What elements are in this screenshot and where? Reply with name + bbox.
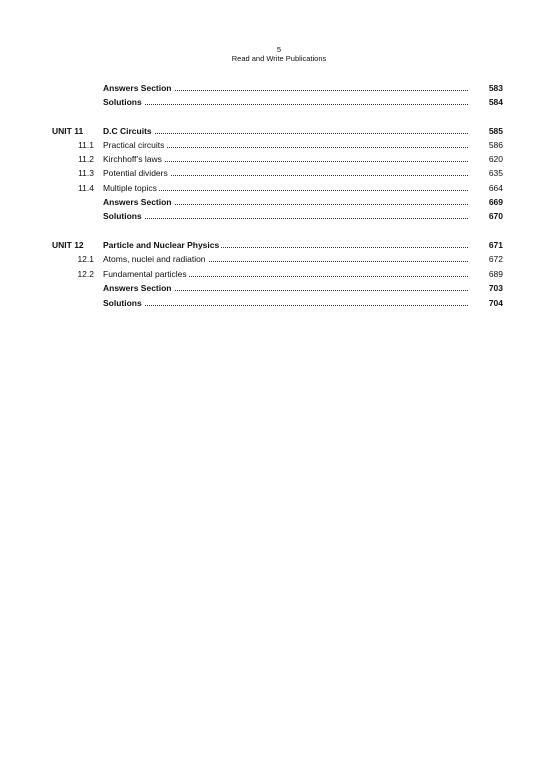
- toc-entry-number: 11.1: [78, 140, 94, 150]
- toc-entry-title: Atoms, nuclei and radiation: [103, 254, 206, 264]
- toc-entry-11-3[interactable]: [0, 167, 558, 179]
- toc-entry-solutions[interactable]: [0, 96, 558, 108]
- toc-entry-page: 671: [488, 240, 503, 250]
- toc-entry-page: 672: [488, 254, 503, 264]
- toc-entry-answers-section[interactable]: [0, 82, 558, 94]
- toc-entry-12-2[interactable]: [0, 268, 558, 280]
- toc-entry-unit-11[interactable]: [0, 125, 558, 137]
- toc-entry-page: 583: [488, 83, 503, 93]
- toc-dot-leader: [103, 104, 468, 105]
- toc-entry-number: 11.2: [78, 154, 94, 164]
- toc-dot-leader: [103, 305, 468, 306]
- toc-dot-leader: [103, 218, 468, 219]
- toc-entry-page: 670: [488, 211, 503, 221]
- toc-entry-solutions[interactable]: [0, 297, 558, 309]
- toc-entry-title: Fundamental particles: [103, 269, 187, 279]
- toc-entry-page: 703: [488, 283, 503, 293]
- toc-entry-title: Answers Section: [103, 83, 172, 93]
- toc-entry-title: Answers Section: [103, 197, 172, 207]
- toc-entry-unit-12[interactable]: [0, 239, 558, 251]
- toc-dot-leader: [103, 133, 468, 134]
- toc-entry-title: Kirchhoff’s laws: [103, 154, 162, 164]
- page-number: 5: [276, 45, 282, 54]
- toc-entry-page: 669: [488, 197, 503, 207]
- toc-entry-number: 11.3: [78, 168, 94, 178]
- toc-entry-page: 585: [488, 126, 503, 136]
- toc-entry-page: 620: [488, 154, 503, 164]
- toc-entry-page: 664: [488, 183, 503, 193]
- toc-entry-11-2[interactable]: [0, 153, 558, 165]
- toc-entry-title: Solutions: [103, 97, 142, 107]
- toc-entry-12-1[interactable]: [0, 253, 558, 265]
- toc-entry-page: 635: [488, 168, 503, 178]
- toc-entry-11-1[interactable]: [0, 139, 558, 151]
- toc-entry-title: Particle and Nuclear Physics: [103, 240, 220, 250]
- toc-entry-title: Solutions: [103, 298, 142, 308]
- toc-entry-title: D.C Circuits: [103, 126, 152, 136]
- toc-entry-title: Practical circuits: [103, 140, 165, 150]
- toc-entry-solutions[interactable]: [0, 210, 558, 222]
- toc-entry-number: 12.2: [77, 269, 94, 279]
- toc-entry-number: 12.1: [77, 254, 94, 264]
- toc-entry-title: Multiple topics: [103, 183, 157, 193]
- toc-entry-11-4[interactable]: [0, 182, 558, 194]
- toc-entry-number: UNIT 11: [52, 126, 84, 136]
- publisher-name: Read and Write Publications: [231, 54, 327, 63]
- toc-entry-answers-section[interactable]: [0, 196, 558, 208]
- toc-entry-page: 584: [488, 97, 503, 107]
- toc-entry-page: 586: [488, 140, 503, 150]
- toc-entry-title: Answers Section: [103, 283, 172, 293]
- toc-entry-page: 704: [488, 298, 503, 308]
- toc-entry-title: Solutions: [103, 211, 142, 221]
- toc-entry-page: 689: [488, 269, 503, 279]
- toc-entry-number: 11.4: [78, 183, 94, 193]
- toc-entry-answers-section[interactable]: [0, 282, 558, 294]
- toc-entry-number: UNIT 12: [52, 240, 84, 250]
- toc-entry-title: Potential dividers: [103, 168, 168, 178]
